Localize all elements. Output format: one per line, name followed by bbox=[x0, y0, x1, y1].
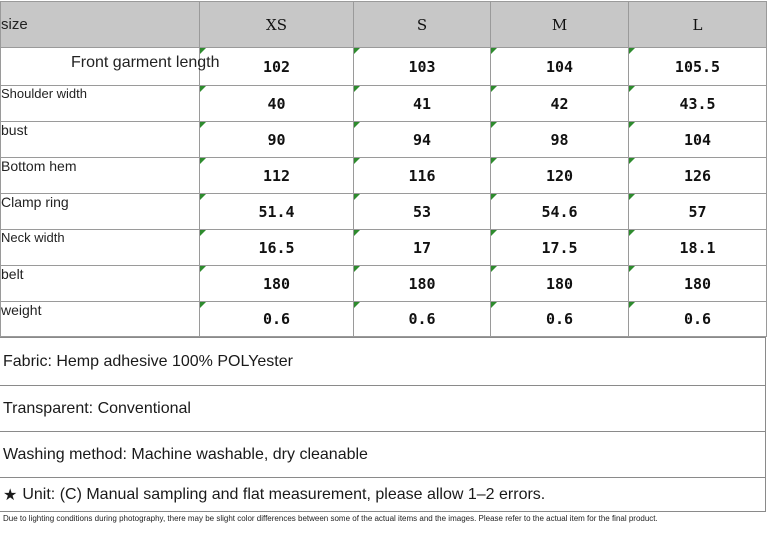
measurement-cell: 18.1 bbox=[629, 230, 767, 266]
measurement-cell: 126 bbox=[629, 158, 767, 194]
photo-disclaimer: Due to lighting conditions during photography, there may be slight color differences between some of the actual items and the images. Please refer to the actual item for the final product. bbox=[0, 511, 766, 542]
measurement-cell: 17 bbox=[354, 230, 491, 266]
table-row bbox=[1, 194, 767, 230]
measurement-cell: 120 bbox=[491, 158, 629, 194]
measurement-cell: 112 bbox=[200, 158, 354, 194]
measurement-cell: 180 bbox=[354, 266, 491, 302]
size-header-label: size bbox=[1, 2, 200, 48]
measurement-cell: 41 bbox=[354, 86, 491, 122]
measurement-cell: 104 bbox=[629, 122, 767, 158]
measurement-cell: 103 bbox=[354, 48, 491, 86]
row-label: bust bbox=[1, 122, 200, 158]
measurement-cell: 0.6 bbox=[629, 302, 767, 337]
measurement-cell: 53 bbox=[354, 194, 491, 230]
size-header-row bbox=[1, 2, 767, 48]
measurement-cell: 40 bbox=[200, 86, 354, 122]
measurement-cell: 98 bbox=[491, 122, 629, 158]
size-column-m: M bbox=[491, 2, 629, 48]
size-table-body bbox=[1, 48, 767, 337]
washing-text: Washing method: Machine washable, dry cleanable bbox=[3, 445, 368, 463]
unit-note bbox=[0, 477, 766, 511]
measurement-cell: 17.5 bbox=[491, 230, 629, 266]
measurement-cell: 180 bbox=[629, 266, 767, 302]
table-row bbox=[1, 48, 767, 86]
row-label: Neck width bbox=[1, 230, 200, 266]
measurement-cell: 104 bbox=[491, 48, 629, 86]
star-icon: ★ bbox=[3, 486, 18, 504]
table-row bbox=[1, 158, 767, 194]
measurement-cell: 16.5 bbox=[200, 230, 354, 266]
table-row bbox=[1, 122, 767, 158]
measurement-cell: 180 bbox=[491, 266, 629, 302]
row-label: Front garment length bbox=[1, 48, 200, 86]
measurement-cell: 42 bbox=[491, 86, 629, 122]
table-row bbox=[1, 266, 767, 302]
measurement-cell: 0.6 bbox=[491, 302, 629, 337]
row-label: Bottom hem bbox=[1, 158, 200, 194]
transparency-text: Transparent: Conventional bbox=[3, 399, 191, 417]
size-table bbox=[0, 1, 767, 337]
measurement-cell: 43.5 bbox=[629, 86, 767, 122]
measurement-cell: 0.6 bbox=[354, 302, 491, 337]
table-row bbox=[1, 230, 767, 266]
measurement-cell: 51.4 bbox=[200, 194, 354, 230]
size-column-s: S bbox=[354, 2, 491, 48]
transparency-note bbox=[0, 385, 766, 431]
fabric-note bbox=[0, 337, 766, 385]
row-label: Shoulder width bbox=[1, 86, 200, 122]
row-label: belt bbox=[1, 266, 200, 302]
measurement-cell: 57 bbox=[629, 194, 767, 230]
fabric-text: Fabric: Hemp adhesive 100% POLYester bbox=[3, 352, 293, 370]
table-row bbox=[1, 302, 767, 337]
table-row bbox=[1, 86, 767, 122]
row-label: Clamp ring bbox=[1, 194, 200, 230]
measurement-cell: 116 bbox=[354, 158, 491, 194]
measurement-cell: 94 bbox=[354, 122, 491, 158]
measurement-cell: 54.6 bbox=[491, 194, 629, 230]
size-column-l: L bbox=[629, 2, 767, 48]
measurement-cell: 180 bbox=[200, 266, 354, 302]
washing-note bbox=[0, 431, 766, 477]
size-column-xs: XS bbox=[200, 2, 354, 48]
unit-text: Unit: (C) Manual sampling and flat measurement, please allow 1–2 errors. bbox=[22, 485, 546, 503]
measurement-cell: 102 bbox=[200, 48, 354, 86]
measurement-cell: 90 bbox=[200, 122, 354, 158]
row-label: weight bbox=[1, 302, 200, 337]
measurement-cell: 0.6 bbox=[200, 302, 354, 337]
measurement-cell: 105.5 bbox=[629, 48, 767, 86]
